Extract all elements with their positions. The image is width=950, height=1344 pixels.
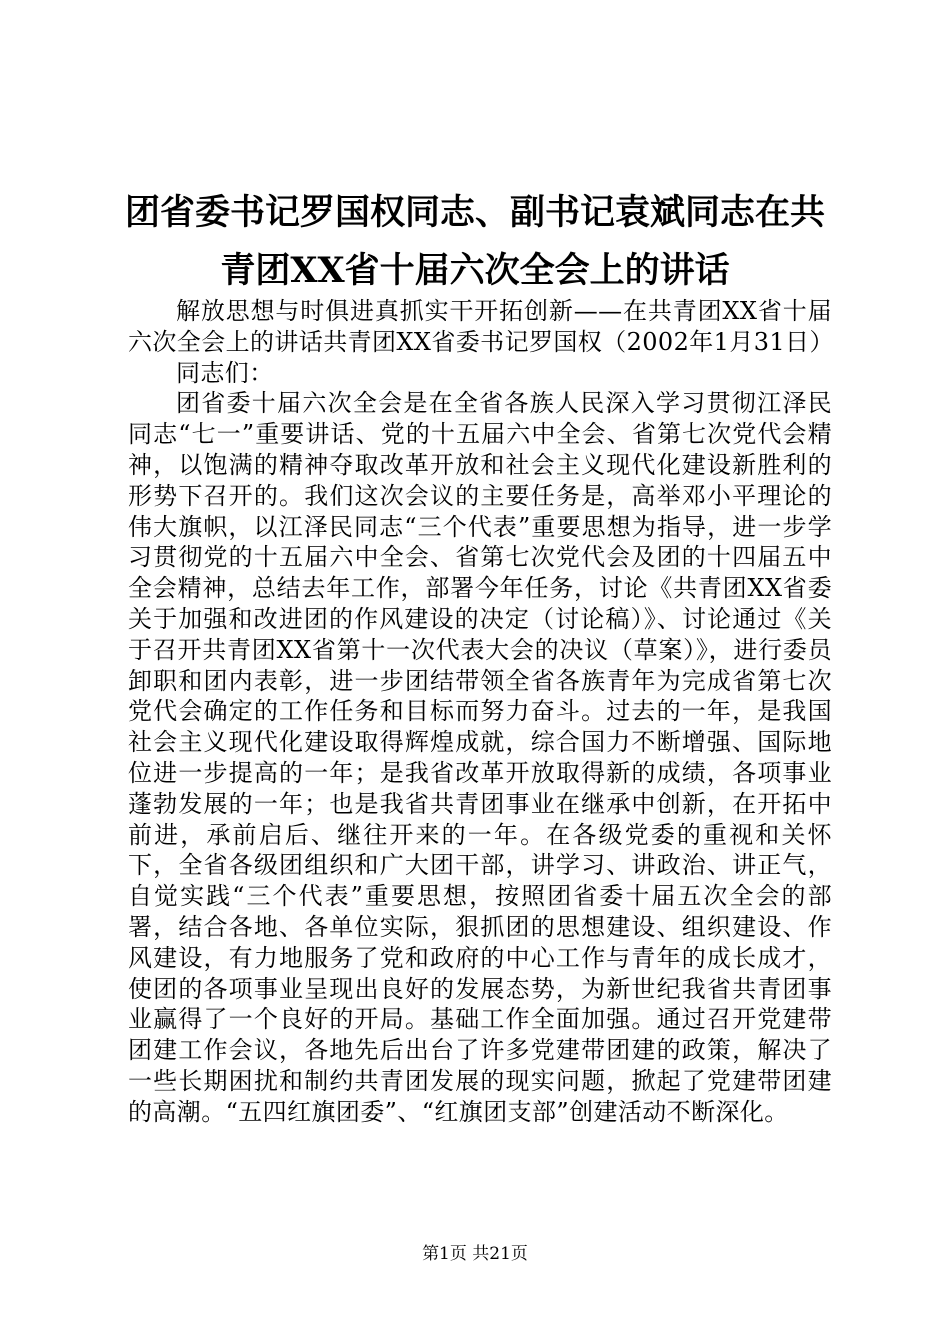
title-line-2: 青团XX省十届六次全会上的讲话 [220, 250, 730, 291]
title-line-1: 团省委书记罗国权同志、副书记袁斌同志在共 [124, 192, 825, 233]
document-body [128, 296, 832, 1128]
subtitle-paragraph: 解放思想与时俱进真抓实干开拓创新——在共青团XX省十届六次全会上的讲话共青团XX省委书记罗国权（2002年1月31日） [128, 297, 834, 356]
page-number-footer: 第1页 共21页 [422, 1244, 528, 1264]
salutation: 同志们： [176, 358, 274, 387]
page-title [110, 184, 840, 300]
body-paragraph: 团省委十届六次全会是在全省各族人民深入学习贯彻江泽民同志“七一”重要讲话、党的十五届六中全会、省第七次党代会精神，以饱满的精神夺取改革开放和社会主义现代化建设新胜利的形势下召开的。我们这次会议的主要任务是，高举邓小平理论的伟大旗帜，以江泽民同志“三个代表”重要思想为指导，进一步学习贯彻党的十五届六中全会、省第七次党代会及团的十四届五中全会精神，总结去年工作，部署今年任务，讨论《共青团XX省委关于加强和改进团的作风建设的决定（讨论稿）》、讨论通过《关于召开共青团XX省第十一次代表大会的决议（草案）》，进行委员卸职和团内表彰，进一步团结带领全省各族青年为完成省第七次党代会确定的工作任务和目标而努力奋斗。过去的一年，是我国社会主义现代化建设取得辉煌成就，综合国力不断增强、国际地位进一步提高的一年；是我省改革开放取得新的成绩，各项事业蓬勃发展的一年；也是我省共青团事业在继承中创新，在开拓中前进，承前启后、继往开来的一年。在各级党委的重视和关怀下，全省各级团组织和广大团干部，讲学习、讲政治、讲正气，自觉实践“三个代表”重要思想，按照团省委十届五次全会的部署，结合各地、各单位实际，狠抓团的思想建设、组织建设、作风建设，有力地服务了党和政府的中心工作与青年的成长成才，使团的各项事业呈现出良好的发展态势，为新世纪我省共青团事业赢得了一个良好的开局。基础工作全面加强。通过召开党建带团建工作会议，各地先后出台了许多党建带团建的政策，解决了一些长期困扰和制约共青团发展的现实问题，掀起了党建带团建的高潮。“五四红旗团委”、“红旗团支部”创建活动不断深化。 [128, 389, 832, 1126]
